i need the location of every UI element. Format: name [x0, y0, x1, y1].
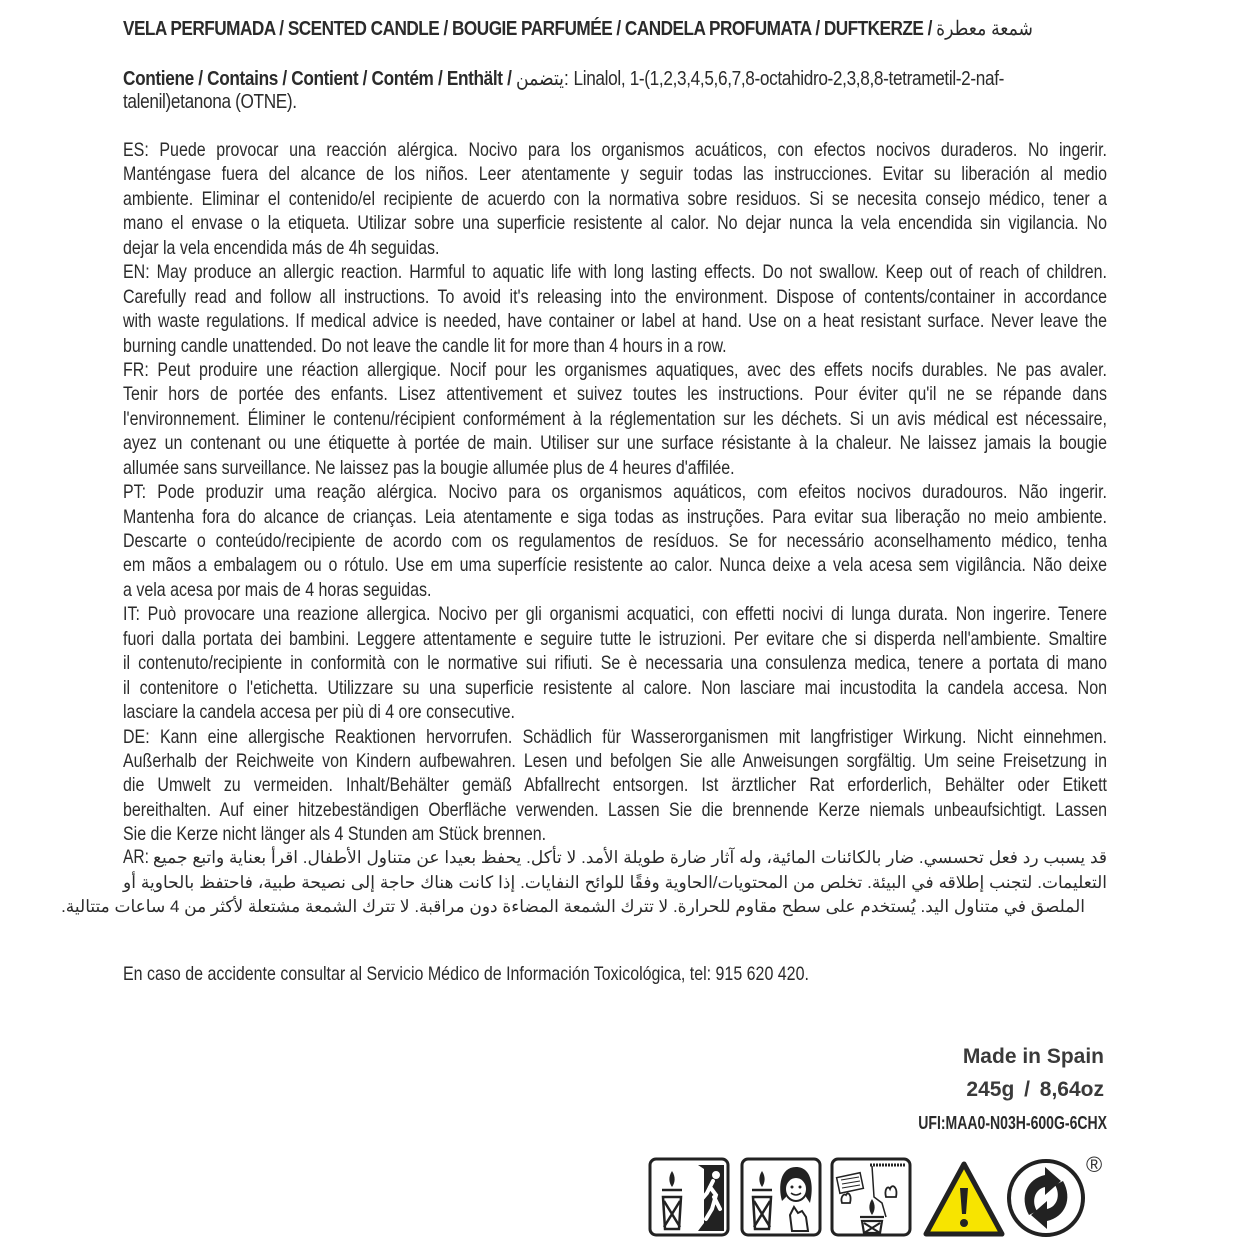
warning-es-line: dejar la vela encendida más de 4h seguidas.	[123, 236, 440, 259]
warning-fr-line: allumée sans surveillance. Ne laissez pas la bougie allumée plus de 4 heures d'affilée.	[123, 456, 735, 479]
emergency-contact: En caso de accidente consultar al Servicio Médico de Información Toxicológica, tel: 915 620 420.	[123, 963, 809, 985]
ingredients-label: Contiene / Contains / Contient / Contém / Enthält /	[123, 68, 512, 90]
product-title	[123, 16, 1033, 41]
warning-pt-line: a vela acesa por mais de 4 horas seguidas.	[123, 578, 432, 601]
warning-fr-line: ayez un contenant ou une étiquette à portée de main. Utiliser sur une surface résistante à la chaleur. Ne laissez jamais la bougie	[123, 432, 1107, 455]
warning-ar-block	[61, 846, 1107, 920]
warning-fr-line: l'environnement. Éliminer le contenu/récipient conformément à la réglementation sur les déchets. Si un avis médical est nécessaire,	[123, 407, 1107, 430]
net-weight: 245g / 8,64oz	[966, 1078, 1104, 1101]
warnings-block	[123, 138, 1107, 847]
registered-mark: ®	[1086, 1152, 1103, 1177]
warning-es-line: Manténgase fuera del alcance de los niños. Leer atentamente y seguir todas las instrucciones. Evitar su liberación al medio	[123, 163, 1107, 186]
warning-es-line: mano el envase o la etiqueta. Utilizar sobre una superficie resistente al calor. No dejar nunca la vela encendida sin vigilancia. No	[123, 212, 1107, 235]
warning-es-line: ambiente. Eliminar el contenido/el recipiente de acuerdo con la normativa sobre residuos. Si se necesita consejo médico, tener a	[123, 187, 1107, 210]
warning-en-line: burning candle unattended. Do not leave the candle lit for more than 4 hours in a row.	[123, 334, 727, 357]
warning-ar-line: الملصق في متناول اليد. يُستخدم على سطح مقاوم للحرارة. لا تترك الشمعة المضاءة دون مراقبة. لا تترك الشمعة مشتعلة لأكثر من 4 ساعات متتالية.	[61, 897, 1085, 916]
product-title-text: VELA PERFUMADA / SCENTED CANDLE / BOUGIE PARFUMÉE / CANDELA PROFUMATA / DUFTKERZE /	[123, 18, 932, 40]
warning-fr-line: FR: Peut produire une réaction allergique. Nocif pour les organismes aquatiques, avec des effets nocifs durables. Ne pas avaler.	[123, 358, 1107, 381]
warning-de-line: Außerhalb der Reichweite von Kindern aufbewahren. Lesen und befolgen Sie alle Anweisungen sorgfältig. Um seine Freisetzung in	[123, 749, 1107, 772]
warning-ar-line: التعليمات. لتجنب إطلاقه في البيئة. تخلص من المحتويات/الحاوية وفقًا للوائح النفايات. إذا كانت هناك حاجة إلى نصيحة طبية، فاحتفظ بالحاوية أو	[123, 872, 1107, 892]
warning-ar-label: AR:	[123, 847, 149, 868]
warning-it-line: IT: Può provocare una reazione allergica. Nocivo per gli organismi acquatici, con effetti nocivi di lunga durata. Non ingerire. Tenere	[123, 603, 1107, 626]
warning-pt-line: Mantenha fora do alcance de crianças. Leia atentamente e siga todas as instruções. Para evitar sua liberação no meio ambiente.	[123, 505, 1107, 528]
warning-de-line: bereithalten. Auf einer hitzebeständigen Oberfläche verwenden. Lassen Sie die brennende Kerze niemals unbeaufsichtigt. Lassen	[123, 798, 1107, 821]
warning-pt-line: PT: Pode produzir uma reação alérgica. Nocivo para os organismos aquáticos, com efeitos nocivos duradouros. Não ingerir.	[123, 481, 1107, 504]
ingredients	[123, 66, 1004, 91]
product-title-arabic: شمعة معطرة	[936, 18, 1033, 40]
origin: Made in Spain	[962, 1045, 1104, 1068]
warning-en-line: Carefully read and follow all instructions. To avoid it's releasing into the environment. Dispose of contents/container in accordance	[123, 285, 1107, 308]
warning-en-line: EN: May produce an allergic reaction. Harmful to aquatic life with long lasting effects. Do not swallow. Keep out of reach of children.	[123, 261, 1107, 284]
warning-de-line: Sie die Kerze nicht länger als 4 Stunden am Stück brennen.	[123, 823, 547, 846]
warning-ar-line: قد يسبب رد فعل تحسسي. ضار بالكائنات المائية، وله آثار ضارة طويلة الأمد. لا تأكل. يحفظ بعيدا عن متناول الأطفال. اقرأ بعناية واتبع جميع	[153, 848, 1107, 867]
keep-from-children-pets-icon	[740, 1157, 822, 1237]
ufi-code: UFI:MAA0-N03H-600G-6CHX	[918, 1113, 1107, 1133]
keep-from-flammables-icon	[830, 1157, 912, 1237]
warning-pt-line: em mãos a embalagem ou o rótulo. Use em uma superfície resistente ao calor. Nunca deixe a vela acesa sem vigilância. Não deixe	[123, 554, 1107, 577]
warning-de-line: die Umwelt zu vermeiden. Inhalt/Behälter gemäß Abfallrecht entsorgen. Ist ärztlicher Rat erforderlich, Behälter oder Etikett	[123, 774, 1107, 797]
ingredients-label-arabic: يتضمن	[516, 68, 564, 90]
warning-pt-line: Descarte o conteúdo/recipiente de acordo com os regulamentos de resíduos. Se for necessário aconselhamento médico, tenha	[123, 530, 1107, 552]
warning-en-line: with waste regulations. If medical advice is needed, have container or label at hand. Use on a heat resistant surface. Never leave the	[123, 310, 1107, 333]
warning-it-line: il contenuto/recipiente in conformità con le normative sui rifiuti. Se è necessaria una consulenza medica, tenere a portata di mano	[123, 652, 1107, 675]
ingredients-line-1: : Linalol, 1-(1,2,3,4,5,6,7,8-octahidro-2,3,8,8-tetrametil-2-naf-	[563, 68, 1005, 90]
ingredients-line-2: talenil)etanona (OTNE).	[123, 91, 297, 113]
no-unattended-candle-icon	[648, 1157, 730, 1237]
warning-de-line: DE: Kann eine allergische Reaktionen hervorrufen. Schädlich für Wasserorganismen mit langfristiger Wirkung. Nicht einnehmen.	[123, 725, 1107, 748]
warning-it-line: fuori dalla portata dei bambini. Leggere attentamente e seguire tutte le istruzioni. Per evitare che si disperda nell'ambiente. Smaltire	[123, 627, 1107, 650]
warning-icon	[922, 1160, 1006, 1238]
warning-fr-line: Tenir hors de portée des enfants. Lisez attentivement et suivez toutes les instructions. Pour éviter qu'il ne se répande dans	[123, 383, 1107, 406]
warning-es-line: ES: Puede provocar una reacción alérgica. Nocivo para los organismos acuáticos, con efectos nocivos duraderos. No ingerir.	[123, 139, 1107, 161]
warning-it-line: lasciare la candela accesa per più di 4 ore consecutive.	[123, 701, 515, 724]
warning-it-line: il contenitore o l'etichetta. Utilizzare su una superficie resistente al calore. Non lasciare mai incustodita la candela accesa. Non	[123, 676, 1107, 699]
green-dot-recycle-icon	[1005, 1157, 1087, 1239]
